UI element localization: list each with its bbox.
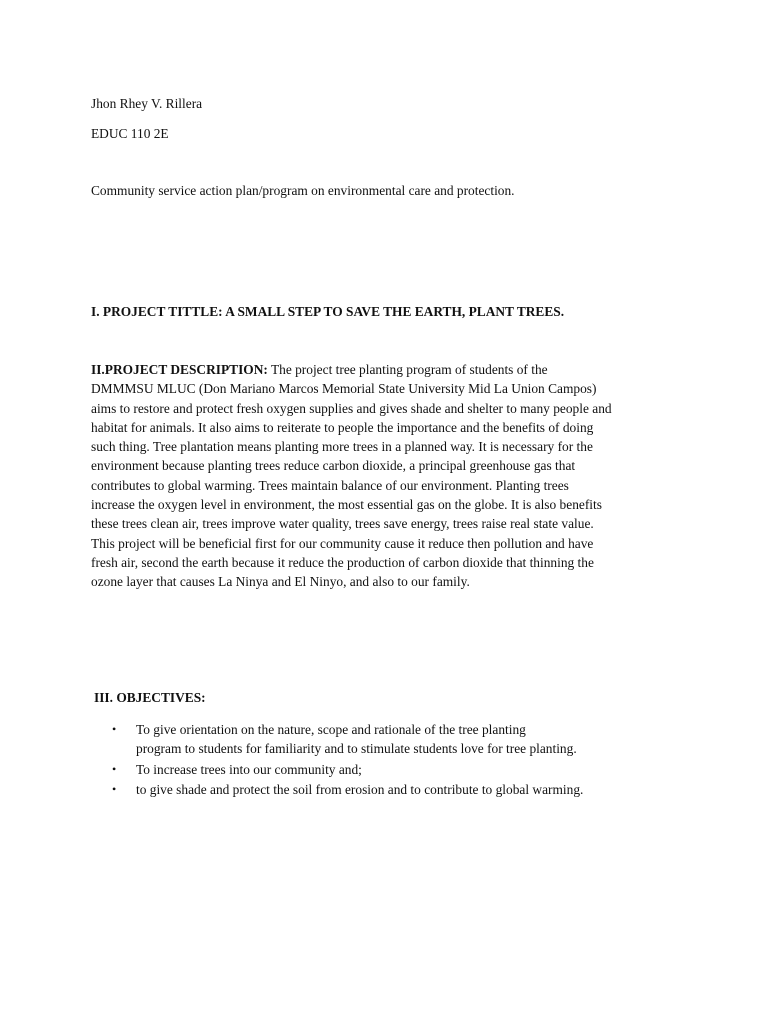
description-line: fresh air, second the earth because it reduce the production of carbon dioxide that thinning the: [91, 554, 594, 570]
objective-line: To give orientation on the nature, scope and rationale of the tree planting: [136, 722, 526, 737]
document-subject: Community service action plan/program on environmental care and protection.: [91, 183, 515, 198]
author-name: Jhon Rhey V. Rillera: [91, 96, 203, 111]
description-line: increase the oxygen level in environment, the most essential gas on the globe. It is also benefits: [91, 497, 602, 513]
description-line: environment because planting trees reduce carbon dioxide, a principal greenhouse gas that: [91, 458, 576, 474]
course-code: EDUC 110 2E: [91, 126, 169, 141]
description-line: contributes to global warming. Trees maintain balance of our environment. Planting trees: [91, 477, 569, 493]
objectives-heading: III. OBJECTIVES:: [94, 690, 206, 705]
objective-line: to give shade and protect the soil from erosion and to contribute to global warming.: [136, 781, 584, 797]
project-title: I. PROJECT TITTLE: A SMALL STEP TO SAVE THE EARTH, PLANT TREES.: [91, 304, 565, 319]
list-item: [112, 760, 672, 779]
description-line: these trees clean air, trees improve water quality, trees save energy, trees raise real state value.: [91, 516, 594, 532]
list-item: [112, 780, 672, 799]
description-line-text: The project tree planting program of students of the: [267, 362, 548, 377]
description-line: DMMMSU MLUC (Don Mariano Marcos Memorial State University Mid La Union Campos): [91, 381, 597, 397]
description-line: This project will be beneficial first for our community cause it reduce then pollution and have: [91, 535, 594, 551]
description-line: [91, 360, 691, 379]
description-label: II.PROJECT DESCRIPTION:: [91, 362, 268, 377]
description-line: habitat for animals. It also aims to reiterate to people the importance and the benefits of doing: [91, 419, 594, 435]
list-item: [112, 720, 672, 759]
description-line: such thing. Tree plantation means planting more trees in a planned way. It is necessary for the: [91, 439, 593, 455]
description-line: aims to restore and protect fresh oxygen supplies and gives shade and shelter to many people and: [91, 400, 612, 416]
description-line: ozone layer that causes La Ninya and El Ninyo, and also to our family.: [91, 574, 470, 590]
bullet-icon: •: [112, 781, 117, 796]
objectives-list: [112, 720, 672, 799]
objective-line: To increase trees into our community and;: [136, 761, 362, 777]
bullet-icon: •: [112, 761, 117, 776]
project-description: [91, 360, 691, 592]
bullet-icon: •: [112, 722, 117, 736]
objective-line: program to students for familiarity and to stimulate students love for tree planting.: [136, 741, 577, 757]
